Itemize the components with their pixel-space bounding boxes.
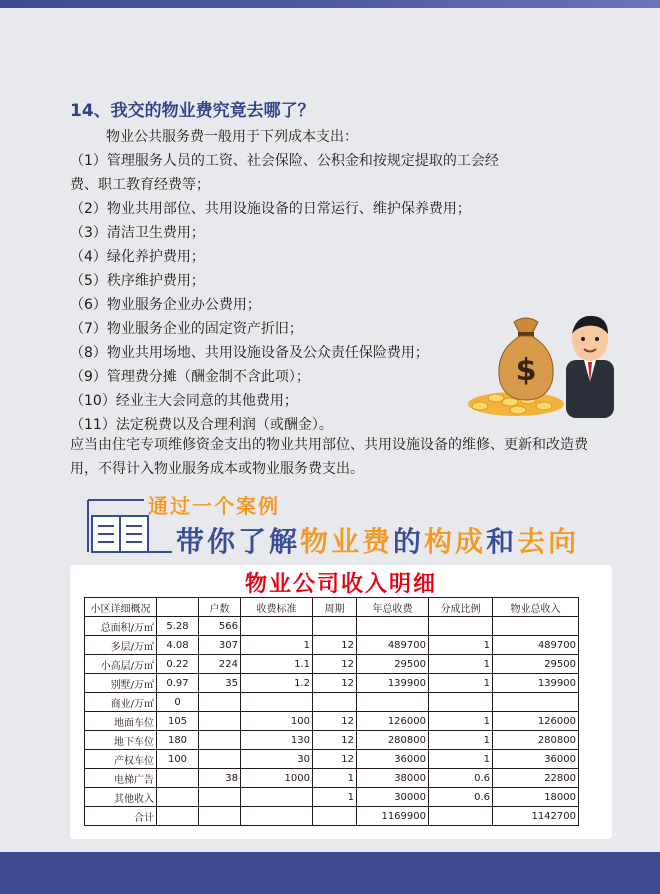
table-cell: 1: [241, 636, 313, 655]
table-cell: 38000: [357, 769, 429, 788]
table-cell: [157, 807, 199, 826]
table-cell: 4.08: [157, 636, 199, 655]
table-cell: 1: [429, 636, 493, 655]
header-cell: 分成比例: [429, 598, 493, 617]
banner-segment: 物业费: [300, 525, 394, 558]
table-row: [85, 617, 579, 636]
table-cell: 1: [429, 750, 493, 769]
table-cell: 280800: [493, 731, 579, 750]
table-row: [85, 712, 579, 731]
table-cell: 地下车位: [85, 731, 157, 750]
banner-segment: 构成: [424, 525, 487, 558]
banner-segment: 的: [393, 525, 425, 558]
table-row: [85, 788, 579, 807]
list-item: 费、职工教育经费等；: [70, 177, 210, 193]
table-cell: 1142700: [493, 807, 579, 826]
table-cell: 1169900: [357, 807, 429, 826]
table-header-row: [85, 598, 579, 617]
table-cell: 1: [429, 712, 493, 731]
table-cell: 38: [199, 769, 241, 788]
header-cell: 小区详细概况: [85, 598, 157, 617]
table-cell: 总面积/万㎡: [85, 617, 157, 636]
table-cell: [157, 769, 199, 788]
table-cell: [199, 731, 241, 750]
table-cell: 224: [199, 655, 241, 674]
list-item: （5）秩序维护费用；: [70, 273, 205, 289]
table-cell: 多层/万㎡: [85, 636, 157, 655]
list-item: （11）法定税费以及合理利润（或酬金）。: [70, 417, 333, 433]
list-item: （3）清洁卫生费用；: [70, 225, 205, 241]
table-cell: 0.97: [157, 674, 199, 693]
table-cell: 1000: [241, 769, 313, 788]
table-cell: 1: [429, 655, 493, 674]
table-cell: 566: [199, 617, 241, 636]
table-cell: 12: [313, 750, 357, 769]
table-cell: [241, 807, 313, 826]
table-cell: 1.1: [241, 655, 313, 674]
table-cell: [241, 617, 313, 636]
table-cell: 22800: [493, 769, 579, 788]
table-row: [85, 636, 579, 655]
table-cell: 139900: [493, 674, 579, 693]
table-cell: 0.6: [429, 769, 493, 788]
table-cell: [199, 807, 241, 826]
table-cell: [357, 617, 429, 636]
banner-line-two: [176, 520, 579, 560]
table-cell: 1: [313, 788, 357, 807]
table-cell: 139900: [357, 674, 429, 693]
header-cell: 收费标准: [241, 598, 313, 617]
businessman-icon: [566, 316, 614, 418]
table-cell: 别墅/万㎡: [85, 674, 157, 693]
table-cell: 489700: [357, 636, 429, 655]
banner-line-one: 通过一个案例: [148, 494, 280, 518]
money-bag-icon: [499, 318, 553, 400]
table-row: [85, 750, 579, 769]
table-cell: [429, 617, 493, 636]
table-cell: 307: [199, 636, 241, 655]
list-item: （6）物业服务企业办公费用；: [70, 297, 261, 313]
table-cell: 电梯广告: [85, 769, 157, 788]
table-title: 物业公司收入明细: [244, 572, 437, 597]
table-row: [85, 807, 579, 826]
table-cell: 0: [157, 693, 199, 712]
table-cell: 1: [429, 674, 493, 693]
table-cell: 30000: [357, 788, 429, 807]
header-cell: [157, 598, 199, 617]
table-cell: 30: [241, 750, 313, 769]
section-heading: 14、我交的物业费究竟去哪了？: [70, 101, 315, 121]
table-cell: [493, 693, 579, 712]
table-cell: [493, 617, 579, 636]
list-item: （8）物业共用场地、共用设施设备及公众责任保险费用；: [70, 345, 429, 361]
table-cell: [357, 693, 429, 712]
table-cell: [199, 693, 241, 712]
table-cell: 产权车位: [85, 750, 157, 769]
banner-segment: 去向: [517, 525, 580, 558]
header-cell: 户数: [199, 598, 241, 617]
table-row: [85, 693, 579, 712]
list-item: （7）物业服务企业的固定资产折旧；: [70, 321, 303, 337]
table-cell: 1.2: [241, 674, 313, 693]
table-cell: [157, 788, 199, 807]
table-cell: [429, 693, 493, 712]
table-row: [85, 674, 579, 693]
header-cell: 物业总收入: [493, 598, 579, 617]
table-row: [85, 769, 579, 788]
table-cell: 105: [157, 712, 199, 731]
list-item: （1）管理服务人员的工资、社会保险、公积金和按规定提取的工会经: [70, 153, 499, 169]
table-cell: [429, 807, 493, 826]
banner-segment: 带你了解: [176, 525, 301, 558]
table-cell: 100: [157, 750, 199, 769]
table-cell: 地面车位: [85, 712, 157, 731]
svg-text:$: $: [515, 353, 537, 388]
table-cell: 0.22: [157, 655, 199, 674]
table-cell: 180: [157, 731, 199, 750]
list-item: （2）物业共用部位、共用设施设备的日常运行、维护保养费用；: [70, 201, 471, 217]
table-cell: 18000: [493, 788, 579, 807]
list-item: （9）管理费分摊（酬金制不含此项）；: [70, 369, 310, 385]
money-businessman-illustration: [466, 308, 626, 420]
table-cell: 280800: [357, 731, 429, 750]
table-cell: 1: [429, 731, 493, 750]
table-cell: 29500: [493, 655, 579, 674]
bottom-decorative-band: [0, 852, 660, 894]
table-cell: [313, 807, 357, 826]
table-cell: 5.28: [157, 617, 199, 636]
table-cell: 126000: [357, 712, 429, 731]
table-cell: [199, 750, 241, 769]
table-cell: 100: [241, 712, 313, 731]
table-cell: 130: [241, 731, 313, 750]
table-cell: 29500: [357, 655, 429, 674]
table-cell: 12: [313, 655, 357, 674]
table-cell: 35: [199, 674, 241, 693]
table-cell: 489700: [493, 636, 579, 655]
table-cell: 0.6: [429, 788, 493, 807]
table-cell: 商业/万㎡: [85, 693, 157, 712]
table-cell: 12: [313, 712, 357, 731]
table-cell: 其他收入: [85, 788, 157, 807]
table-cell: 36000: [357, 750, 429, 769]
table-cell: [241, 788, 313, 807]
table-cell: [199, 788, 241, 807]
table-cell: 小高层/万㎡: [85, 655, 157, 674]
table-cell: 12: [313, 636, 357, 655]
table-cell: [241, 693, 313, 712]
table-cell: 126000: [493, 712, 579, 731]
table-cell: [313, 693, 357, 712]
income-table-card: [70, 565, 612, 839]
table-row: [85, 655, 579, 674]
header-cell: 周期: [313, 598, 357, 617]
table-cell: 36000: [493, 750, 579, 769]
table-cell: 12: [313, 731, 357, 750]
table-cell: 12: [313, 674, 357, 693]
top-curve-decoration: [0, 8, 660, 42]
table-cell: [199, 712, 241, 731]
table-cell: 1: [313, 769, 357, 788]
lead-sentence: 物业公共服务费一般用于下列成本支出：: [106, 129, 358, 145]
banner-segment: 和: [486, 525, 518, 558]
header-cell: 年总收费: [357, 598, 429, 617]
table-cell: 合计: [85, 807, 157, 826]
list-item: （10）经业主大会同意的其他费用；: [70, 393, 298, 409]
income-table: [84, 597, 579, 826]
list-item: （4）绿化养护费用；: [70, 249, 205, 265]
table-row: [85, 731, 579, 750]
closing-paragraph: 应当由住宅专项维修资金支出的物业共用部位、共用设施设备的维修、更新和改造费用，不得计入物业服务成本或物业服务费支出。: [70, 437, 588, 477]
table-cell: [313, 617, 357, 636]
